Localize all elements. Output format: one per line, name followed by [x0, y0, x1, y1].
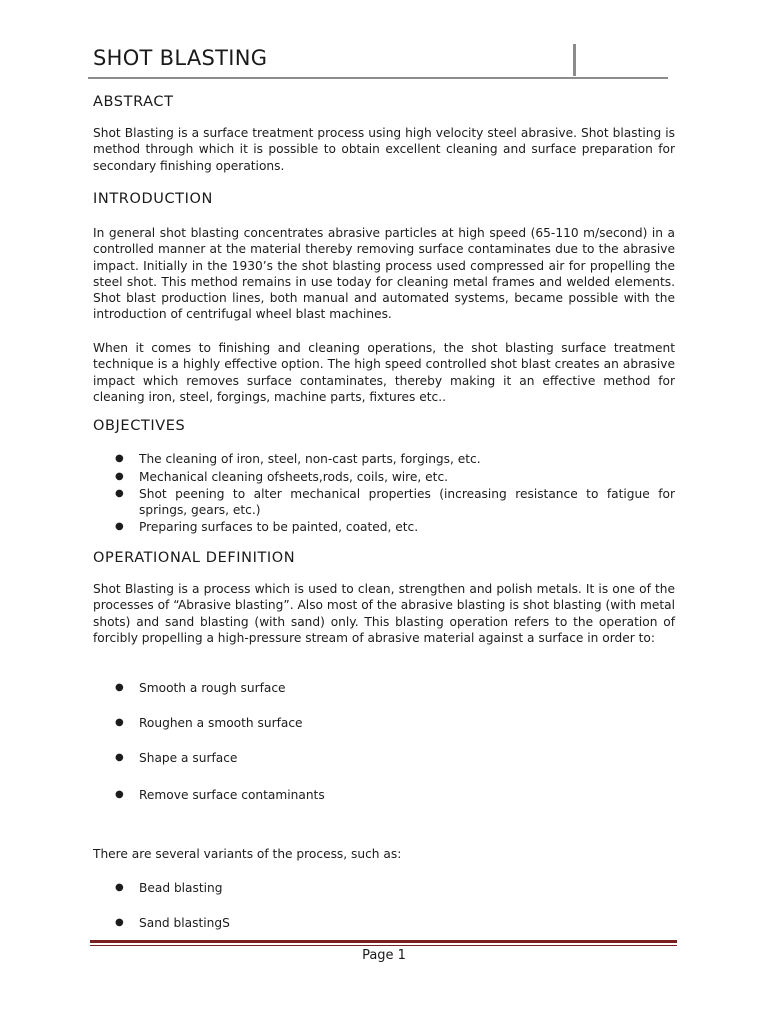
bullet-icon: ● [115, 453, 124, 464]
bullet-icon: ● [115, 682, 124, 693]
header-rule [88, 77, 668, 79]
objectives-heading: OBJECTIVES [93, 418, 186, 434]
page-number: Page 1 [362, 948, 406, 963]
bullet-icon: ● [115, 471, 124, 482]
bullet-icon: ● [115, 521, 124, 532]
variant-item: Bead blasting [139, 881, 223, 895]
objective-item: The cleaning of iron, steel, non-cast parts, forgings, etc. [139, 452, 481, 466]
footer-rule-thin [90, 945, 677, 946]
abstract-text: Shot Blasting is a surface treatment process using high velocity steel abrasive. Shot blasting is method through which it is possible to obtain excellent cleaning and surface preparation for secondary finishing operations. [93, 126, 675, 173]
operation-item: Shape a surface [139, 751, 238, 765]
abstract-heading: ABSTRACT [93, 94, 174, 110]
variant-item: Sand blastingS [139, 916, 230, 930]
bullet-icon: ● [115, 917, 124, 928]
introduction-para-2: When it comes to finishing and cleaning operations, the shot blasting surface treatment technique is a highly effective option. The high speed controlled shot blast creates an abrasive impact which removes surface contaminates, thereby making it an effective method for cleaning iron, steel, forgings, machine parts, fixtures etc.. [93, 341, 675, 404]
objective-item: Mechanical cleaning ofsheets,rods, coils, wire, etc. [139, 470, 449, 484]
bullet-icon: ● [115, 752, 124, 763]
variants-intro: There are several variants of the process, such as: [93, 847, 402, 861]
bullet-icon: ● [115, 789, 124, 800]
bullet-icon: ● [115, 717, 124, 728]
bullet-icon: ● [115, 488, 124, 499]
introduction-heading: INTRODUCTION [93, 191, 213, 207]
introduction-para-1: In general shot blasting concentrates abrasive particles at high speed (65-110 m/second) in a controlled manner at the material thereby removing surface contaminates due to the abrasive impact. Initially in the 1930’s the shot blasting process used compressed air for propelling the steel shot. This method remains in use today for cleaning metal frames and welded elements. Shot blast production lines, both manual and automated systems, became possible with the introduction of centrifugal wheel blast machines. [93, 226, 675, 322]
operational-definition-text: Shot Blasting is a process which is used to clean, strengthen and polish metals. It is one of the processes of “Abrasive blasting”. Also most of the abrasive blasting is shot blasting (with metal shots) and sand blasting (with sand) only. This blasting operation refers to the operation of forcibly propelling a high-pressure stream of abrasive material against a surface in order to: [93, 582, 675, 645]
footer-rule-thick [90, 940, 677, 943]
operation-item: Smooth a rough surface [139, 681, 286, 695]
operation-item: Remove surface contaminants [139, 788, 325, 802]
bullet-icon: ● [115, 882, 124, 893]
objective-item: Preparing surfaces to be painted, coated, etc. [139, 520, 419, 534]
operational-definition-heading: OPERATIONAL DEFINITION [93, 550, 296, 566]
header-divider-vertical [573, 44, 576, 76]
document-title: SHOT BLASTING [93, 46, 268, 70]
operation-item: Roughen a smooth surface [139, 716, 303, 730]
objective-item: Shot peening to alter mechanical properties (increasing resistance to fatigue for springs, gears, etc.) [139, 487, 675, 518]
